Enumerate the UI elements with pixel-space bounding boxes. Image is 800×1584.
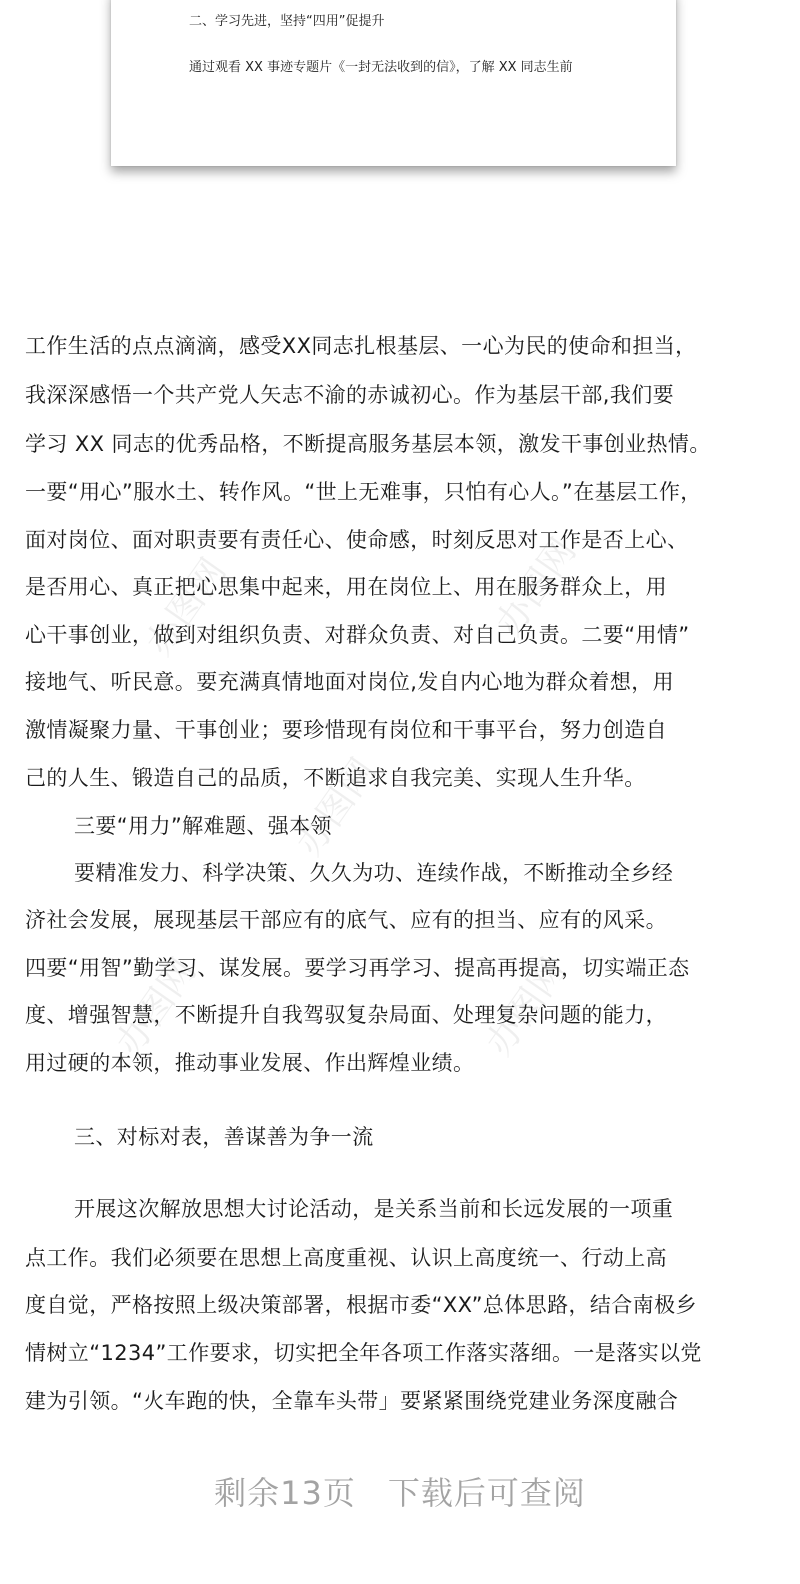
body-line: 是否用心、真正把心思集中起来，用在岗位上、用在服务群众上，用 bbox=[25, 575, 667, 599]
body-line: 度、增强智慧，不断提升自我驾驭复杂局面、处理复杂问题的能力， bbox=[25, 1003, 667, 1027]
preview-card bbox=[111, 0, 676, 166]
watermark: 办图网 bbox=[108, 951, 205, 1064]
preview-first-line: 通过观看 XX 事迹专题片《一封无法收到的信》，了解 XX 同志生前 bbox=[189, 60, 573, 75]
body-line: 面对岗位、面对职责要有责任心、使命感，时刻反思对工作是否上心、 bbox=[25, 528, 689, 552]
body-line: 建为引领。“火车跑的快，全靠车头带」要紧紧围绕党建业务深度融合 bbox=[25, 1389, 679, 1413]
body-line: 我深深感悟一个共产党人矢志不渝的赤诚初心。作为基层干部,我们要 bbox=[25, 383, 675, 407]
body-line: 开展这次解放思想大讨论活动，是关系当前和长远发展的一项重 bbox=[74, 1197, 674, 1221]
section-heading: 三、对标对表，善谋善为争一流 bbox=[74, 1125, 374, 1149]
preview-heading: 二、学习先进，坚持“四用”促提升 bbox=[189, 14, 385, 29]
watermark: 办图网 bbox=[288, 751, 385, 864]
body-line: 接地气、听民意。要充满真情地面对岗位,发自内心地为群众着想，用 bbox=[25, 670, 675, 694]
watermark: 办图网 bbox=[138, 551, 235, 664]
remaining-pages-label: 剩余13页 bbox=[214, 1474, 356, 1512]
body-line: 激情凝聚力量、干事创业；要珍惜现有岗位和干事平台，努力创造自 bbox=[25, 718, 667, 742]
watermark: 办图网 bbox=[478, 951, 575, 1064]
body-line: 四要“用智”勤学习、谋发展。要学习再学习、提高再提高，切实端正态 bbox=[25, 956, 690, 980]
download-prompt[interactable] bbox=[0, 1468, 800, 1514]
download-hint: 下载后可查阅 bbox=[387, 1474, 586, 1512]
paragraph-heading: 三要“用力”解难题、强本领 bbox=[74, 814, 332, 838]
body-line: 用过硬的本领，推动事业发展、作出辉煌业绩。 bbox=[25, 1051, 475, 1075]
body-line: 度自觉，严格按照上级决策部署，根据市委“XX”总体思路，结合南极乡 bbox=[25, 1293, 697, 1317]
body-line: 一要“用心”服水土、转作风。“世上无难事，只怕有心人。”在基层工作， bbox=[25, 480, 702, 504]
watermark: 办图网 bbox=[488, 531, 585, 644]
body-line: 己的人生、锻造自己的品质，不断追求自我完美、实现人生升华。 bbox=[25, 766, 646, 790]
body-line: 学习 XX 同志的优秀品格，不断提高服务基层本领，激发干事创业热情。 bbox=[25, 432, 711, 456]
body-line: 情树立“1234”工作要求，切实把全年各项工作落实落细。一是落实以党 bbox=[25, 1341, 702, 1365]
body-line: 工作生活的点点滴滴，感受XX同志扎根基层、一心为民的使命和担当， bbox=[25, 334, 697, 358]
body-line: 要精准发力、科学决策、久久为功、连续作战，不断推动全乡经 bbox=[74, 861, 674, 885]
body-line: 济社会发展，展现基层干部应有的底气、应有的担当、应有的风采。 bbox=[25, 908, 667, 932]
body-line: 点工作。我们必须要在思想上高度重视、认识上高度统一、行动上高 bbox=[25, 1246, 667, 1270]
body-line: 心干事创业，做到对组织负责、对群众负责、对自己负责。二要“用情” bbox=[25, 623, 690, 647]
